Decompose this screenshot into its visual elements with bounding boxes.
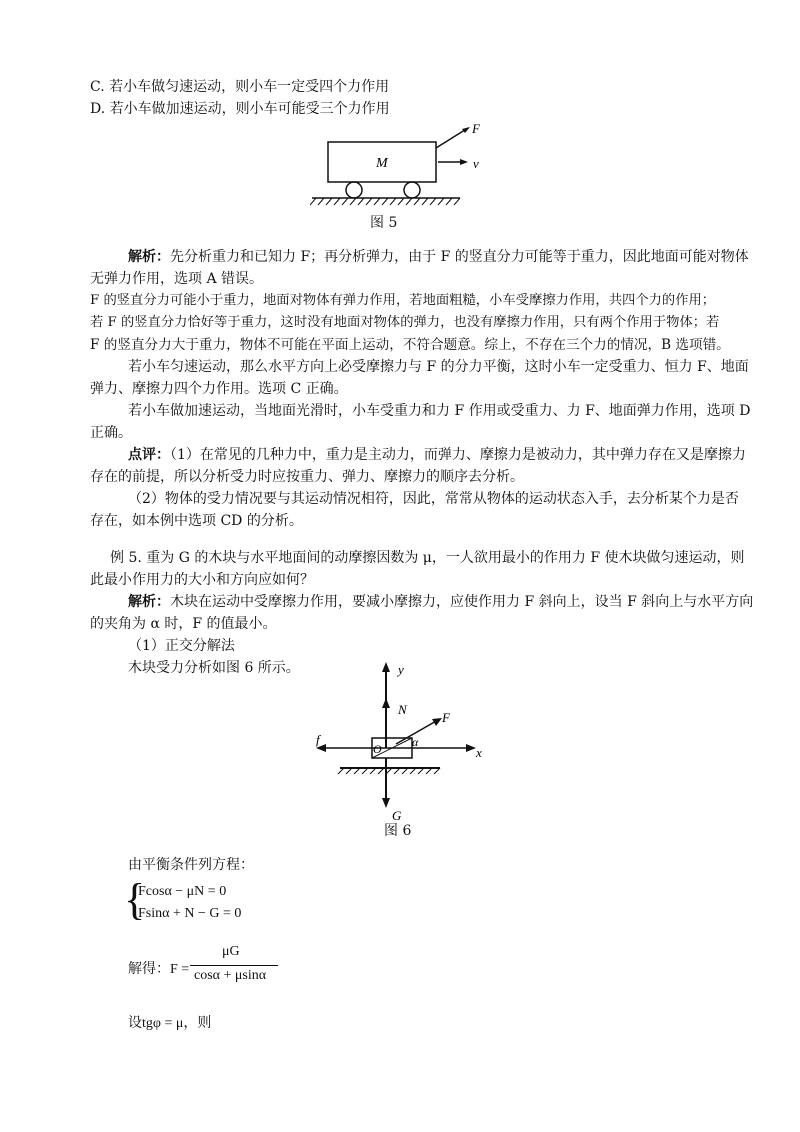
analysis-line-9: 正确。 xyxy=(90,425,132,441)
fraction-bar xyxy=(190,965,278,966)
method-heading: （1）正交分解法 xyxy=(128,638,235,654)
analysis-text-1: 先分析重力和已知力 F；再分析弹力，由于 F 的竖直分力可能等于重力，因此地面可能对物体 xyxy=(170,249,749,265)
normal-force-arrowhead xyxy=(382,698,390,708)
comment-line-1 xyxy=(128,444,746,466)
cart-wheel-left xyxy=(346,182,362,198)
option-c: C. 若小车做匀速运动，则小车一定受四个力作用 xyxy=(90,79,390,95)
ground-hatch xyxy=(310,198,460,205)
solve-label: 解得：F = xyxy=(128,962,190,977)
label-f-friction: f xyxy=(316,732,320,747)
label-g: G xyxy=(392,808,402,823)
figure-6-reference: 木块受力分析如图 6 所示。 xyxy=(128,660,300,676)
comment-line-2: 存在的前提，所以分析受力时应按重力、弹力、摩擦力的顺序去分析。 xyxy=(90,469,524,485)
label-alpha: α xyxy=(412,735,419,749)
label-f-force: F xyxy=(442,710,450,725)
example5-analysis-text: 木块在运动中受摩擦力作用，要减小摩擦力，应使作用力 F 斜向上，设当 F 斜向上与水平方向 xyxy=(170,594,754,610)
option-d: D. 若小车做加速运动，则小车可能受三个力作用 xyxy=(90,101,390,117)
analysis-line-3: F 的竖直分力可能小于重力，地面对物体有弹力作用，若地面粗糙，小车受摩擦力作用，共四个力的作用； xyxy=(90,293,716,308)
label-v: v xyxy=(473,156,479,171)
comment-text-1: （1）在常见的几种力中，重力是主动力，而弹力、摩擦力是被动力，其中弹力存在又是摩擦力 xyxy=(170,447,746,463)
example5-line-2: 此最小作用力的大小和方向应如何？ xyxy=(90,572,314,588)
fraction-denominator: cosα + μsinα xyxy=(194,968,267,983)
analysis-line-8: 若小车做加速运动，当地面光滑时，小车受重力和力 F 作用或受重力、力 F、地面弹力作用，选项 D xyxy=(128,403,751,419)
example5-analysis-line-2: 的夹角为 α 时，F 的值最小。 xyxy=(90,616,277,632)
label-y: y xyxy=(398,662,404,677)
label-f: F xyxy=(472,121,480,136)
equation-brace: { xyxy=(124,875,146,924)
label-o: O xyxy=(373,742,382,756)
figure-5-caption: 图 5 xyxy=(370,215,398,231)
analysis-line-1 xyxy=(128,246,749,268)
let-phi-line: 设tgφ = μ，则 xyxy=(128,1016,212,1031)
analysis-line-6: 若小车匀速运动，那么水平方向上必受摩擦力与 F 的分力平衡，这时小车一定受重力、恒力 F、地面 xyxy=(128,359,749,375)
cart-wheel-right xyxy=(404,182,420,198)
label-m: M xyxy=(376,156,388,171)
analysis-line-5: F 的竖直分力大于重力，物体不可能在平面上运动，不符合题意。综上，不存在三个力的情况，B 选项错。 xyxy=(90,337,730,353)
equation-1: Fcosα − μN = 0 xyxy=(138,884,227,899)
equation-intro: 由平衡条件列方程： xyxy=(128,857,254,873)
equation-2: Fsinα + N − G = 0 xyxy=(138,906,242,921)
analysis-line-4: 若 F 的竖直分力恰好等于重力，这时没有地面对物体的弹力，也没有摩擦力作用，只有两个作用于物体；若 xyxy=(90,315,720,330)
figure-6-force-diagram xyxy=(300,660,500,840)
analysis-line-2: 无弹力作用，选项 A 错误。 xyxy=(90,271,264,287)
analysis-line-7: 弹力、摩擦力四个力作用。选项 C 正确。 xyxy=(90,381,348,397)
force-f-arrow xyxy=(436,128,468,148)
fraction-numerator: μG xyxy=(222,944,240,959)
comment-line-3: （2）物体的受力情况要与其运动情况相符，因此，常常从物体的运动状态入手，去分析某个力是否 xyxy=(128,491,739,507)
label-n: N xyxy=(398,702,407,717)
example5-line-1: 例 5. 重为 G 的木块与水平地面间的动摩擦因数为 μ，一人欲用最小的作用力 F 使木块做匀速运动，则 xyxy=(110,550,745,566)
label-x: x xyxy=(476,745,482,760)
comment-label: 点评： xyxy=(128,447,170,463)
analysis-label: 解析： xyxy=(128,249,170,265)
figure-6-caption: 图 6 xyxy=(384,823,412,839)
figure-5-cart-diagram xyxy=(310,118,510,218)
example5-analysis-label: 解析： xyxy=(128,594,170,610)
comment-line-4: 存在，如本例中选项 CD 的分析。 xyxy=(90,513,303,529)
example5-analysis-line-1 xyxy=(128,591,753,613)
